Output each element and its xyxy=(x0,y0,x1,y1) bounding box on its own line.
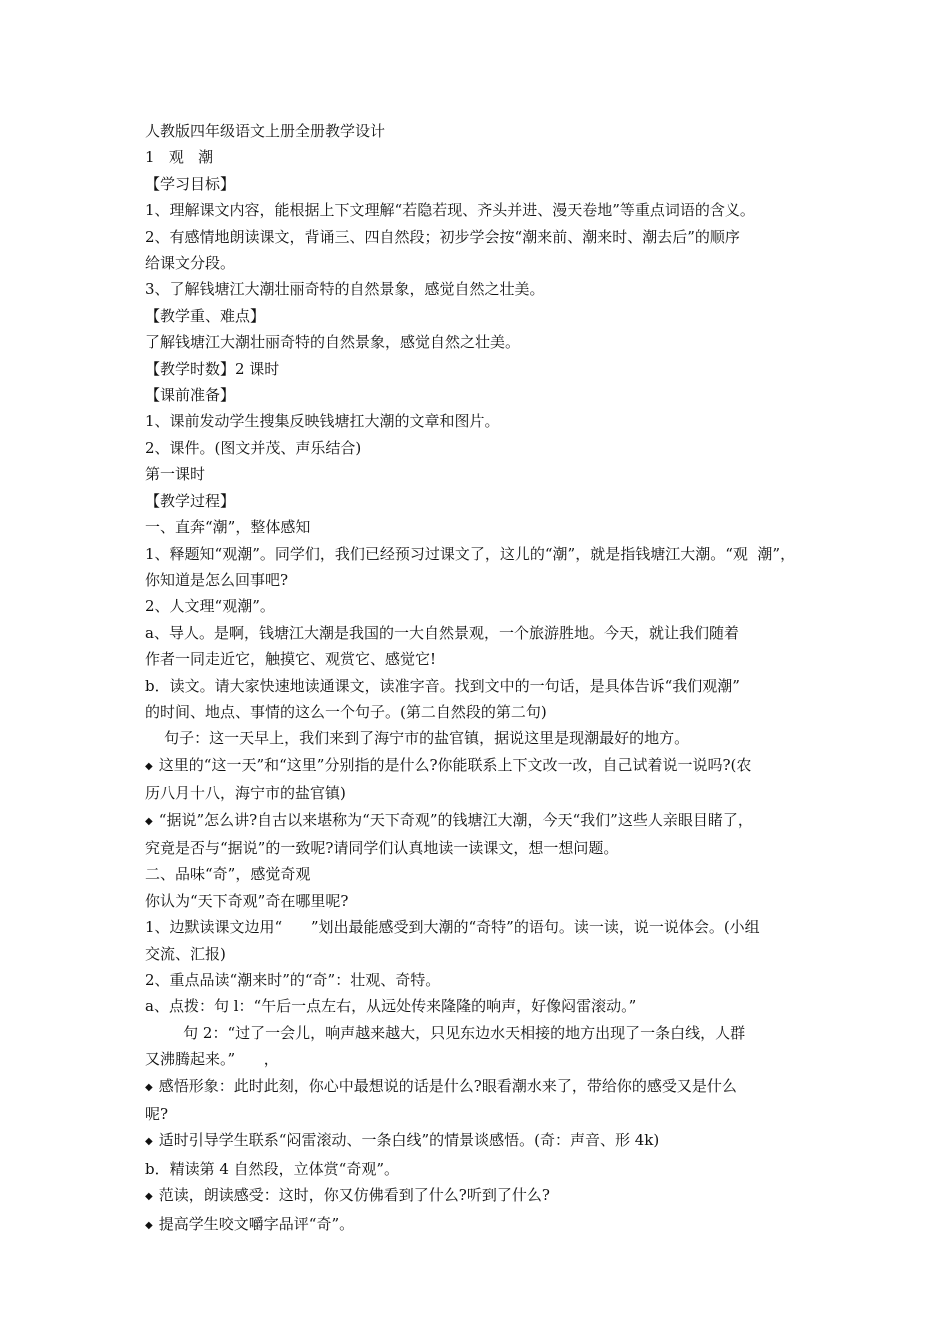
text-line-content: 2、重点品读“潮来时”的“奇”：壮观、奇特。 xyxy=(145,971,441,989)
text-line xyxy=(145,1127,813,1155)
text-line-content: 【教学时数】2 课时 xyxy=(145,359,280,378)
text-line xyxy=(145,967,813,993)
text-line xyxy=(145,435,813,461)
text-line xyxy=(145,1046,813,1072)
text-line-content: 范读，朗读感受：这时，你又仿佛看到了什么?听到了什么? xyxy=(158,1186,550,1205)
text-line-content: 2、人文理“观潮”。 xyxy=(145,597,275,616)
text-line-content: 人教版四年级语文上册全册教学设计 xyxy=(145,122,386,140)
text-line-content: 句 2：“过了一会儿，响声越来越大，只见东边水天相接的地方出现了一条白线，人群 xyxy=(145,1023,746,1042)
text-line-content: 你知道是怎么回事吧? xyxy=(145,570,289,589)
text-line-content: 历八月十八，海宁市的盐官镇) xyxy=(145,784,346,803)
text-line-content: 了解钱塘江大潮壮丽奇特的自然景象，感觉自然之壮美。 xyxy=(145,333,521,352)
text-line xyxy=(145,514,813,540)
text-line-content: 又沸腾起来。” ， xyxy=(145,1050,279,1069)
text-line xyxy=(145,1182,813,1210)
text-line-content: 提高学生咬文嚼字品评“奇”。 xyxy=(158,1214,355,1233)
text-line-content: a、点拨：句 l：“午后一点左右，从远处传来隆隆的响声，好像闷雷滚动。” xyxy=(145,997,637,1016)
text-line xyxy=(145,673,813,699)
text-line xyxy=(145,993,813,1019)
text-line xyxy=(145,118,813,144)
text-line-content: 2、有感情地朗读课文，背诵三、四自然段；初步学会按“潮来前、潮来时、潮去后”的顺序 xyxy=(145,227,740,246)
text-line xyxy=(145,888,813,914)
text-line-content: 给课文分段。 xyxy=(145,254,236,273)
text-line xyxy=(145,567,813,593)
text-line xyxy=(145,197,813,223)
text-line xyxy=(145,752,813,780)
text-line xyxy=(145,699,813,725)
bullet-diamond-icon: ◆ xyxy=(145,815,153,827)
text-line-content: 的时间、地点、事情的这么一个句子。(第二自然段的第二句) xyxy=(145,702,547,721)
text-line-content: 感悟形象：此时此刻，你心中最想说的话是什么?眼看潮水来了，带给你的感受又是什么 xyxy=(158,1076,737,1095)
text-line-content: 交流、汇报) xyxy=(145,944,226,963)
text-line-content: 1、释题知“观潮”。同学们，我们已经预习过课文了，这儿的“潮”，就是指钱塘江大潮。“观 潮”， xyxy=(145,544,796,563)
text-line xyxy=(145,329,813,355)
text-line xyxy=(145,356,813,382)
bullet-diamond-icon: ◆ xyxy=(145,1191,153,1203)
text-line-content: 一、直奔“潮”，整体感知 xyxy=(145,518,311,537)
text-line-content: 1、边默读课文边用“ ”划出最能感受到大潮的“奇特”的语句。读一读，说一说体会。(小组 xyxy=(145,918,760,937)
text-line xyxy=(145,780,813,806)
text-line-content: 1、课前发动学生搜集反映钱塘扛大潮的文章和图片。 xyxy=(145,412,500,431)
text-line xyxy=(145,1101,813,1127)
text-line xyxy=(145,835,813,861)
text-line xyxy=(145,941,813,967)
document-page xyxy=(145,118,813,1239)
text-line xyxy=(145,488,813,514)
text-line-content: 3、了解钱塘江大潮壮丽奇特的自然景象，感觉自然之壮美。 xyxy=(145,280,545,299)
text-line-content: 你认为“天下奇观”奇在哪里呢? xyxy=(145,891,349,910)
text-line xyxy=(145,1073,813,1101)
text-line-content: 适时引导学生联系“闷雷滚动、一条白线”的情景谈感悟。(奇：声音、形 4k) xyxy=(158,1131,660,1150)
text-line xyxy=(145,461,813,487)
text-line xyxy=(145,1020,813,1046)
text-line-content: 1、理解课文内容，能根据上下文理解“若隐若现、齐头并进、漫天卷地”等重点词语的含义。 xyxy=(145,201,755,220)
text-line-content: 这里的“这一天”和“这里”分别指的是什么?你能联系上下文改一改，自己试着说一说吗?(农 xyxy=(158,755,752,774)
text-line xyxy=(145,382,813,408)
text-line xyxy=(145,408,813,434)
text-line xyxy=(145,1211,813,1239)
text-line-content: 【教学重、难点】 xyxy=(145,306,266,325)
bullet-diamond-icon: ◆ xyxy=(145,1081,153,1093)
text-line-content: b．读文。请大家快速地读通课文，读准字音。找到文中的一句话，是具体告诉“我们观潮” xyxy=(145,676,740,695)
text-line xyxy=(145,1156,813,1182)
text-line-content: “据说”怎么讲?自古以来堪称为“天下奇观”的钱塘江大潮，今天“我们”这些人亲眼目睹了， xyxy=(158,810,753,829)
text-line xyxy=(145,861,813,887)
text-line xyxy=(145,541,813,567)
text-line-content: 【教学过程】 xyxy=(145,491,236,510)
text-line-content: 作者一同走近它，触摸它、观赏它、感觉它! xyxy=(145,650,437,669)
text-line xyxy=(145,276,813,302)
bullet-diamond-icon: ◆ xyxy=(145,1136,153,1148)
text-line-content: 【课前准备】 xyxy=(145,386,236,405)
text-line xyxy=(145,303,813,329)
text-line xyxy=(145,807,813,835)
text-line-content: 句子：这一天早上，我们来到了海宁市的盐官镇，据说这里是现潮最好的地方。 xyxy=(145,729,690,748)
bullet-diamond-icon: ◆ xyxy=(145,1219,153,1231)
text-line xyxy=(145,224,813,250)
bullet-diamond-icon: ◆ xyxy=(145,760,153,772)
text-line-content: a、导人。是啊，钱塘江大潮是我国的一大自然景观，一个旅游胜地。今天，就让我们随着 xyxy=(145,623,739,642)
text-line-content: 第一课时 xyxy=(145,465,206,484)
text-line xyxy=(145,144,813,170)
text-line-content: 2、课件。(图文并茂、声乐结合) xyxy=(145,438,362,457)
text-line xyxy=(145,250,813,276)
text-line xyxy=(145,620,813,646)
text-line xyxy=(145,646,813,672)
text-line-content: 【学习目标】 xyxy=(145,174,236,193)
text-line-content: 二、品味“奇”，感觉奇观 xyxy=(145,865,311,884)
text-line xyxy=(145,171,813,197)
text-line xyxy=(145,725,813,751)
text-line-content: 呢? xyxy=(145,1105,169,1124)
text-line-content: b．精读第 4 自然段，立体赏“奇观”。 xyxy=(145,1159,400,1178)
text-line-content: 究竟是否与“据说”的一致呢?请同学们认真地读一读课文，想一想问题。 xyxy=(145,838,619,857)
text-line xyxy=(145,914,813,940)
text-line xyxy=(145,593,813,619)
text-line-content: 1 观 潮 xyxy=(145,148,214,167)
